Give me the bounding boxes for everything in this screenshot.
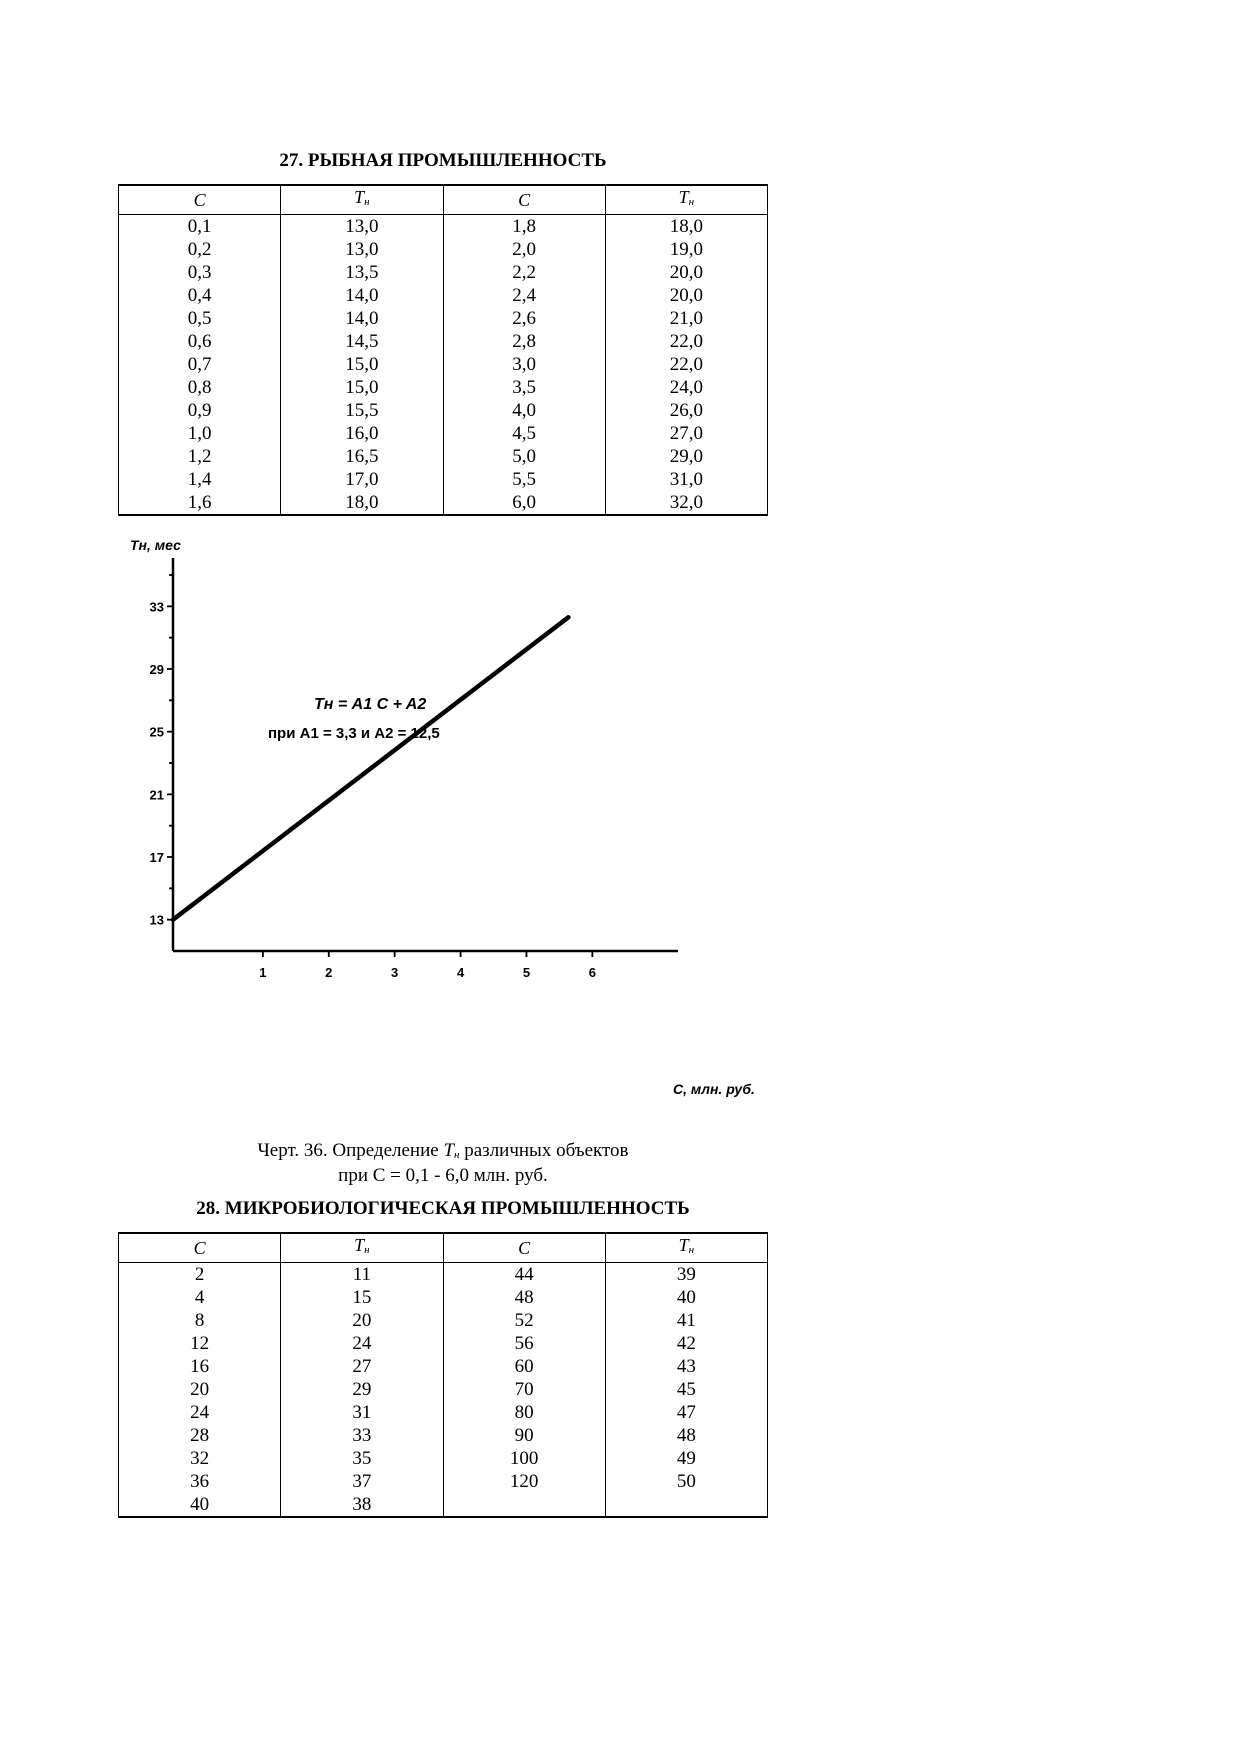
- table-cell: 2,8: [443, 330, 605, 353]
- y-tick-label: 13: [149, 912, 164, 928]
- table-cell: 37: [281, 1470, 443, 1493]
- table-fishing-industry: [118, 184, 768, 516]
- table-cell: 0,5: [119, 307, 281, 330]
- table-cell: 13,0: [281, 238, 443, 261]
- caption-suffix: различных объектов: [459, 1140, 629, 1161]
- x-tick-label: 5: [522, 965, 531, 980]
- table-cell: 14,0: [281, 307, 443, 330]
- table-cell: 120: [443, 1470, 605, 1493]
- table-row: [119, 307, 768, 330]
- table-cell: 16: [119, 1355, 281, 1378]
- table-cell: 29,0: [605, 445, 767, 468]
- table-row: [119, 1286, 768, 1309]
- table-row: [119, 376, 768, 399]
- table-cell: 40: [605, 1286, 767, 1309]
- table-row: [119, 399, 768, 422]
- table-cell: 70: [443, 1378, 605, 1401]
- table-cell: 20: [281, 1309, 443, 1332]
- table-cell: 0,8: [119, 376, 281, 399]
- table-cell: 4: [119, 1286, 281, 1309]
- formula-annotation: Tн = A1 C + A2: [314, 696, 427, 713]
- table-cell: 4,0: [443, 399, 605, 422]
- table-row: [119, 1470, 768, 1493]
- table-cell: 29: [281, 1378, 443, 1401]
- y-tick-label: 29: [149, 662, 164, 677]
- table-row: [119, 445, 768, 468]
- table-body: [119, 1263, 768, 1518]
- table-cell: 24: [119, 1401, 281, 1424]
- y-tick-label: 17: [149, 850, 164, 865]
- table-cell: 56: [443, 1332, 605, 1355]
- column-header-c: C: [443, 185, 605, 215]
- table-header: [119, 1233, 768, 1263]
- table-header: [119, 185, 768, 215]
- table-cell: 48: [605, 1424, 767, 1447]
- table-cell: 43: [605, 1355, 767, 1378]
- table-row: [119, 422, 768, 445]
- table-cell: 0,7: [119, 353, 281, 376]
- table-cell: 24: [281, 1332, 443, 1355]
- column-header-tn: $T_н$: [281, 185, 443, 215]
- table-cell: 18,0: [281, 491, 443, 515]
- table-cell: 20: [119, 1378, 281, 1401]
- table-row: [119, 1378, 768, 1401]
- table-cell: 0,1: [119, 215, 281, 239]
- table-cell: 3,0: [443, 353, 605, 376]
- table-cell: 20,0: [605, 261, 767, 284]
- caption-subscript: н: [454, 1149, 460, 1161]
- column-header-c: C: [119, 185, 281, 215]
- table-cell: 13,0: [281, 215, 443, 239]
- table-cell: 35: [281, 1447, 443, 1470]
- table-cell: 45: [605, 1378, 767, 1401]
- table-cell: 22,0: [605, 330, 767, 353]
- table-cell: 0,4: [119, 284, 281, 307]
- x-tick-label: 3: [391, 965, 399, 980]
- table-body: [119, 215, 768, 516]
- table-row: [119, 261, 768, 284]
- table-cell: 1,8: [443, 215, 605, 239]
- table-cell: 47: [605, 1401, 767, 1424]
- x-tick-label: 6: [588, 965, 596, 980]
- chart-series: [173, 617, 568, 919]
- table-cell: 3,5: [443, 376, 605, 399]
- x-axis-label: C, млн. руб.: [673, 1081, 755, 1097]
- table-row: [119, 353, 768, 376]
- series-line: [173, 617, 568, 919]
- table-row: [119, 238, 768, 261]
- table-cell: 22,0: [605, 353, 767, 376]
- table-cell: 2,0: [443, 238, 605, 261]
- table-row: [119, 284, 768, 307]
- table-cell: 12: [119, 1332, 281, 1355]
- table-cell: 80: [443, 1401, 605, 1424]
- table-cell: 49: [605, 1447, 767, 1470]
- table-row: [119, 1263, 768, 1287]
- x-tick-label: 2: [325, 965, 333, 980]
- table-cell: 15,5: [281, 399, 443, 422]
- table-cell: 26,0: [605, 399, 767, 422]
- table-cell: 6,0: [443, 491, 605, 515]
- table-cell: 44: [443, 1263, 605, 1287]
- table-cell: 21,0: [605, 307, 767, 330]
- table-cell: 100: [443, 1447, 605, 1470]
- figure-caption-line2: при С = 0,1 - 6,0 млн. руб.: [338, 1165, 548, 1186]
- table-cell: 1,0: [119, 422, 281, 445]
- section-27-title: 27. РЫБНАЯ ПРОМЫШЛЕННОСТЬ: [279, 150, 607, 171]
- table-cell: 8: [119, 1309, 281, 1332]
- table-row: [119, 491, 768, 515]
- table-cell: 31: [281, 1401, 443, 1424]
- y-tick-label: 21: [149, 787, 164, 803]
- coefficients-annotation: при A1 = 3,3 и A2 = 12,5: [268, 725, 440, 742]
- x-tick-label: 4: [456, 965, 465, 980]
- table-cell: 11: [281, 1263, 443, 1287]
- column-header-tn: $T_н$: [605, 1233, 767, 1263]
- table-row: [119, 468, 768, 491]
- table-cell: 2,4: [443, 284, 605, 307]
- table-cell: 32: [119, 1447, 281, 1470]
- table-cell: 50: [605, 1470, 767, 1493]
- table-cell: 33: [281, 1424, 443, 1447]
- table-cell: 48: [443, 1286, 605, 1309]
- table-cell: 17,0: [281, 468, 443, 491]
- table-cell: 0,3: [119, 261, 281, 284]
- table-cell: 16,0: [281, 422, 443, 445]
- table-cell: 1,2: [119, 445, 281, 468]
- table-cell: 15,0: [281, 353, 443, 376]
- table-microbiological-industry: [118, 1232, 768, 1518]
- table-cell: 4,5: [443, 422, 605, 445]
- table-cell: 52: [443, 1309, 605, 1332]
- column-header-c: C: [443, 1233, 605, 1263]
- table-cell: 15,0: [281, 376, 443, 399]
- table-cell: 0,9: [119, 399, 281, 422]
- table-cell: [443, 1493, 605, 1517]
- table-cell: 20,0: [605, 284, 767, 307]
- table-cell: 19,0: [605, 238, 767, 261]
- table-cell: 31,0: [605, 468, 767, 491]
- table-cell: 15: [281, 1286, 443, 1309]
- table-cell: 2,6: [443, 307, 605, 330]
- table-cell: 42: [605, 1332, 767, 1355]
- table-cell: 1,6: [119, 491, 281, 515]
- table-cell: 1,4: [119, 468, 281, 491]
- table-cell: 0,2: [119, 238, 281, 261]
- table-row: [119, 1401, 768, 1424]
- table-row: [119, 330, 768, 353]
- table-row: [119, 215, 768, 239]
- table-cell: 13,5: [281, 261, 443, 284]
- table-row: [119, 1355, 768, 1378]
- section-28-title: 28. МИКРОБИОЛОГИЧЕСКАЯ ПРОМЫШЛЕННОСТЬ: [196, 1198, 690, 1219]
- caption-symbol: T: [443, 1140, 455, 1161]
- table-cell: 2,2: [443, 261, 605, 284]
- table-cell: 14,5: [281, 330, 443, 353]
- y-tick-label: 25: [149, 724, 164, 740]
- table-row: [119, 1332, 768, 1355]
- table-cell: 90: [443, 1424, 605, 1447]
- table-cell: 16,5: [281, 445, 443, 468]
- chart-axes: [173, 558, 678, 951]
- table-cell: [605, 1493, 767, 1517]
- column-header-tn: $T_н$: [281, 1233, 443, 1263]
- table-cell: 5,0: [443, 445, 605, 468]
- table-row: [119, 1309, 768, 1332]
- table-cell: 28: [119, 1424, 281, 1447]
- table-cell: 60: [443, 1355, 605, 1378]
- table-cell: 18,0: [605, 215, 767, 239]
- y-tick-label: 33: [149, 599, 164, 615]
- table-cell: 2: [119, 1263, 281, 1287]
- chart-ticks: [150, 575, 596, 980]
- column-header-c: C: [119, 1233, 281, 1263]
- table-cell: 32,0: [605, 491, 767, 515]
- table-cell: 27,0: [605, 422, 767, 445]
- table-cell: 41: [605, 1309, 767, 1332]
- table-cell: 24,0: [605, 376, 767, 399]
- table-cell: 5,5: [443, 468, 605, 491]
- column-header-tn: $T_н$: [605, 185, 767, 215]
- table-cell: 0,6: [119, 330, 281, 353]
- table-row: [119, 1493, 768, 1517]
- table-cell: 14,0: [281, 284, 443, 307]
- x-tick-label: 1: [259, 965, 267, 980]
- chart-tn-vs-c: [118, 528, 768, 1108]
- table-cell: 36: [119, 1470, 281, 1493]
- table-cell: 27: [281, 1355, 443, 1378]
- table-row: [119, 1447, 768, 1470]
- y-axis-label: Tн, мес: [130, 537, 181, 553]
- table-cell: 39: [605, 1263, 767, 1287]
- table-row: [119, 1424, 768, 1447]
- table-cell: 40: [119, 1493, 281, 1517]
- caption-prefix: Черт. 36. Определение: [257, 1140, 444, 1161]
- table-cell: 38: [281, 1493, 443, 1517]
